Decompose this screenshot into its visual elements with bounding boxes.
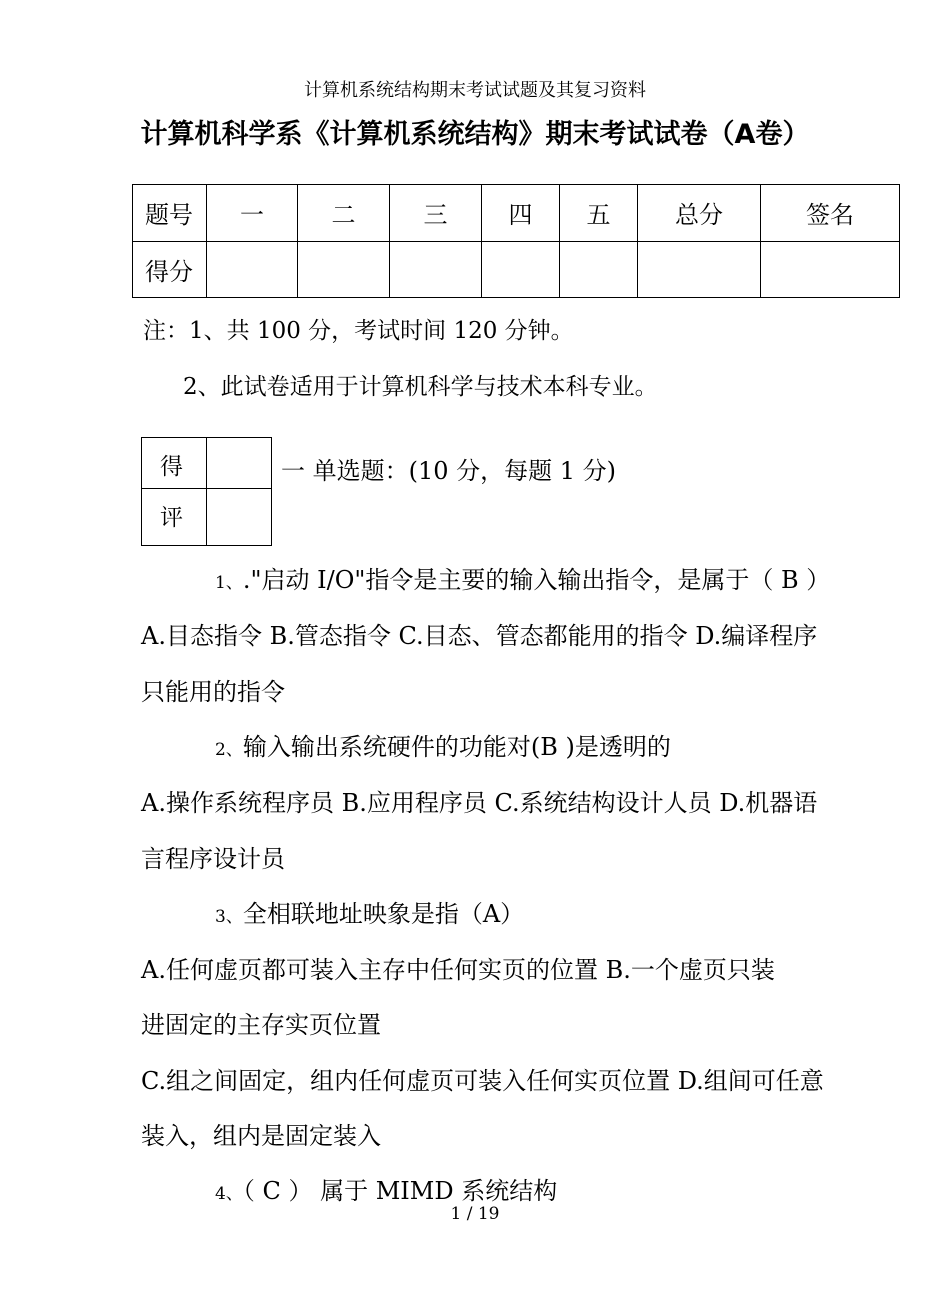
- score-table: [132, 184, 900, 298]
- grader-label-reviewer: 评: [142, 489, 207, 546]
- exam-title: 计算机科学系《计算机系统结构》期末考试试卷（A卷）: [140, 119, 810, 150]
- score-header-cell: 二: [298, 185, 390, 242]
- section-title: 一 单选题：(10 分，每题 1 分): [281, 457, 617, 485]
- score-row-label: 得分: [133, 241, 207, 298]
- score-cell: [761, 241, 900, 298]
- question-stem: （ C ） 属于 MIMD 系统结构: [242, 1177, 558, 1205]
- question-1: [215, 560, 830, 595]
- question-number: 3、: [215, 907, 243, 927]
- question-4: [215, 1171, 557, 1206]
- score-header-cell: 题号: [133, 185, 207, 242]
- question-1-options-line: A.目态指令 B.管态指令 C.目态、管态都能用的指令 D.编译程序: [141, 622, 818, 650]
- question-3-options-line: 进固定的主存实页位置: [141, 1011, 381, 1039]
- score-table-header-row: [133, 185, 900, 242]
- score-cell: [638, 241, 761, 298]
- question-number: 1、: [215, 573, 243, 593]
- page-header: 计算机系统结构期末考试试题及其复习资料: [304, 80, 646, 101]
- score-cell: [298, 241, 390, 298]
- score-cell: [390, 241, 482, 298]
- question-stem: ."启动 I/O"指令是主要的输入输出指令，是属于（ B ）: [242, 566, 831, 594]
- question-2-options-line: 言程序设计员: [141, 845, 285, 873]
- score-header-cell: 总分: [638, 185, 761, 242]
- question-3-options-line: C.组之间固定，组内任何虚页可装入任何实页位置 D.组间可任意: [141, 1067, 824, 1095]
- question-2: [215, 727, 671, 762]
- grader-score-cell: [207, 438, 272, 489]
- score-header-cell: 三: [390, 185, 482, 242]
- score-cell: [482, 241, 560, 298]
- question-3: [215, 894, 524, 929]
- score-cell: [560, 241, 638, 298]
- score-cell: [207, 241, 298, 298]
- grader-reviewer-cell: [207, 489, 272, 546]
- grader-label-score: 得: [142, 438, 207, 489]
- question-number: 2、: [215, 740, 243, 760]
- question-3-options-line: 装入，组内是固定装入: [141, 1122, 381, 1150]
- score-header-cell: 五: [560, 185, 638, 242]
- score-header-cell: 一: [207, 185, 298, 242]
- question-stem: 全相联地址映象是指（A）: [242, 900, 525, 928]
- question-2-options-line: A.操作系统程序员 B.应用程序员 C.系统结构设计人员 D.机器语: [141, 789, 818, 817]
- page-number: 1 / 19: [450, 1204, 500, 1224]
- score-header-cell: 四: [482, 185, 560, 242]
- score-header-cell: 签名: [761, 185, 900, 242]
- grader-box: [141, 437, 272, 546]
- question-1-options-line: 只能用的指令: [141, 678, 285, 706]
- question-3-options-line: A.任何虚页都可装入主存中任何实页的位置 B.一个虚页只装: [141, 956, 775, 984]
- score-table-row: [133, 241, 900, 298]
- note-line-2: 2、此试卷适用于计算机科学与技术本科专业。: [183, 374, 658, 400]
- question-number: 4、: [215, 1184, 243, 1204]
- note-line-1: 注：1、共 100 分，考试时间 120 分钟。: [143, 318, 574, 344]
- question-stem: 输入输出系统硬件的功能对(B )是透明的: [242, 733, 671, 761]
